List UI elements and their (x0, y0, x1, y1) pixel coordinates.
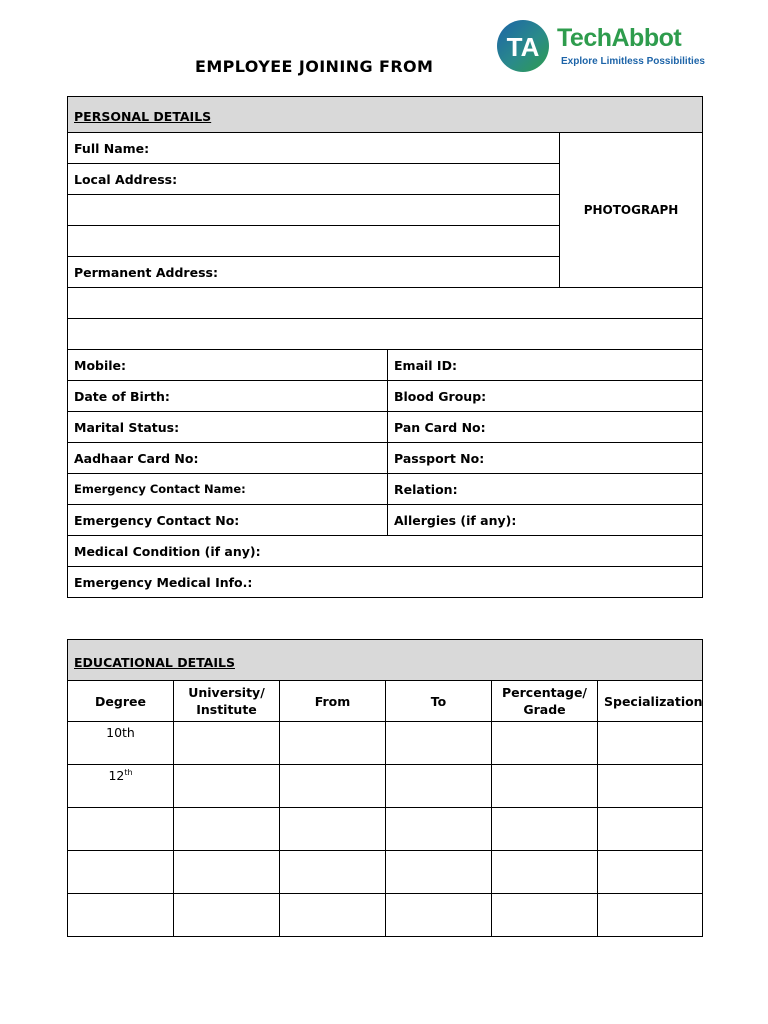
techabbot-logo-icon (496, 18, 552, 74)
personal-details-table (67, 96, 703, 598)
from-cell[interactable] (280, 851, 386, 894)
degree-cell[interactable] (68, 894, 174, 937)
table-row (68, 851, 703, 894)
degree-cell[interactable] (68, 722, 174, 765)
emergency-contact-name-field[interactable]: Emergency Contact Name: (68, 474, 388, 505)
column-header-degree: Degree (68, 681, 174, 722)
degree-suffix: th (124, 768, 133, 777)
permanent-address-line-3[interactable] (68, 319, 703, 350)
degree-cell[interactable] (68, 765, 174, 808)
aadhaar-card-field[interactable]: Aadhaar Card No: (68, 443, 388, 474)
local-address-line-3[interactable] (68, 226, 560, 257)
logo-tagline: Explore Limitless Possibilities (561, 56, 705, 67)
relation-field[interactable]: Relation: (388, 474, 703, 505)
degree-value: 12 (108, 768, 125, 784)
percentage-cell[interactable] (492, 722, 598, 765)
educational-details-table (67, 639, 703, 937)
photograph-box[interactable]: PHOTOGRAPH (560, 133, 703, 288)
column-header-to: To (386, 681, 492, 722)
table-row (68, 808, 703, 851)
local-address-line-2[interactable] (68, 195, 560, 226)
to-cell[interactable] (386, 808, 492, 851)
local-address-field[interactable]: Local Address: (68, 164, 560, 195)
company-logo (496, 18, 706, 74)
specialization-cell[interactable] (598, 722, 703, 765)
to-cell[interactable] (386, 722, 492, 765)
degree-value: 10th (106, 725, 135, 741)
specialization-cell[interactable] (598, 894, 703, 937)
degree-cell[interactable] (68, 851, 174, 894)
logo-wordmark: TechAbbot (557, 24, 682, 52)
to-cell[interactable] (386, 851, 492, 894)
medical-condition-field[interactable]: Medical Condition (if any): (68, 536, 703, 567)
percentage-cell[interactable] (492, 851, 598, 894)
passport-field[interactable]: Passport No: (388, 443, 703, 474)
blood-group-field[interactable]: Blood Group: (388, 381, 703, 412)
column-header-university: University/ Institute (174, 681, 280, 722)
specialization-cell[interactable] (598, 808, 703, 851)
personal-details-heading: PERSONAL DETAILS (68, 97, 703, 133)
educational-details-heading: EDUCATIONAL DETAILS (68, 640, 703, 681)
university-cell[interactable] (174, 765, 280, 808)
university-cell[interactable] (174, 851, 280, 894)
university-cell[interactable] (174, 808, 280, 851)
full-name-field[interactable]: Full Name: (68, 133, 560, 164)
emergency-contact-no-field[interactable]: Emergency Contact No: (68, 505, 388, 536)
percentage-cell[interactable] (492, 894, 598, 937)
table-row (68, 765, 703, 808)
university-cell[interactable] (174, 722, 280, 765)
table-row (68, 722, 703, 765)
to-cell[interactable] (386, 765, 492, 808)
svg-text:TA: TA (506, 32, 540, 62)
from-cell[interactable] (280, 808, 386, 851)
marital-status-field[interactable]: Marital Status: (68, 412, 388, 443)
specialization-cell[interactable] (598, 765, 703, 808)
column-header-from: From (280, 681, 386, 722)
table-row (68, 894, 703, 937)
permanent-address-line-2[interactable] (68, 288, 703, 319)
permanent-address-field[interactable]: Permanent Address: (68, 257, 560, 288)
from-cell[interactable] (280, 765, 386, 808)
allergies-field[interactable]: Allergies (if any): (388, 505, 703, 536)
percentage-cell[interactable] (492, 765, 598, 808)
pan-card-field[interactable]: Pan Card No: (388, 412, 703, 443)
form-title: EMPLOYEE JOINING FROM (195, 57, 434, 76)
column-header-percentage: Percentage/ Grade (492, 681, 598, 722)
from-cell[interactable] (280, 894, 386, 937)
from-cell[interactable] (280, 722, 386, 765)
emergency-medical-info-field[interactable]: Emergency Medical Info.: (68, 567, 703, 598)
email-field[interactable]: Email ID: (388, 350, 703, 381)
university-cell[interactable] (174, 894, 280, 937)
column-header-specialization: Specialization (598, 681, 703, 722)
specialization-cell[interactable] (598, 851, 703, 894)
date-of-birth-field[interactable]: Date of Birth: (68, 381, 388, 412)
mobile-field[interactable]: Mobile: (68, 350, 388, 381)
degree-cell[interactable] (68, 808, 174, 851)
to-cell[interactable] (386, 894, 492, 937)
percentage-cell[interactable] (492, 808, 598, 851)
